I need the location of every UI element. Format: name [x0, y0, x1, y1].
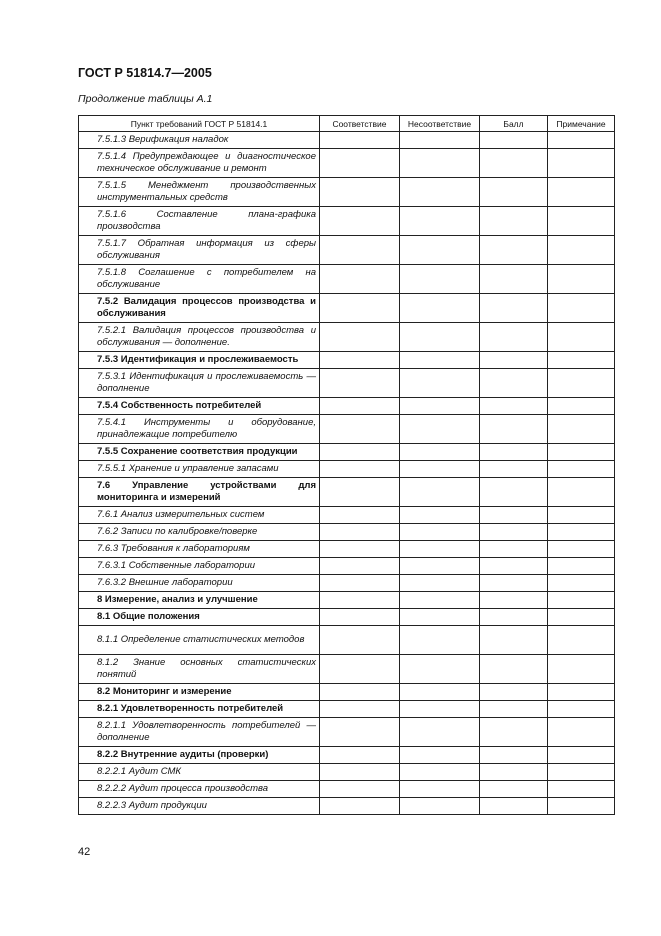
- nonconformity-cell: [400, 352, 480, 369]
- nonconformity-cell: [400, 478, 480, 507]
- conformity-cell: [320, 524, 400, 541]
- note-cell: [548, 655, 615, 684]
- note-cell: [548, 236, 615, 265]
- nonconformity-cell: [400, 747, 480, 764]
- nonconformity-cell: [400, 265, 480, 294]
- conformity-cell: [320, 415, 400, 444]
- column-header-clause: Пункт требований ГОСТ Р 51814.1: [79, 116, 320, 132]
- note-cell: [548, 265, 615, 294]
- nonconformity-cell: [400, 236, 480, 265]
- conformity-cell: [320, 132, 400, 149]
- score-cell: [480, 524, 548, 541]
- score-cell: [480, 444, 548, 461]
- table-row: [79, 575, 615, 592]
- conformity-cell: [320, 478, 400, 507]
- clause-cell: 7.5.4 Собственность потребителей: [79, 398, 320, 415]
- page-number: 42: [78, 846, 91, 858]
- table-row: [79, 352, 615, 369]
- clause-cell: 7.5.1.5 Менеджмент производственных инструментальных средств: [79, 178, 320, 207]
- note-cell: [548, 369, 615, 398]
- nonconformity-cell: [400, 609, 480, 626]
- nonconformity-cell: [400, 149, 480, 178]
- score-cell: [480, 626, 548, 655]
- score-cell: [480, 541, 548, 558]
- clause-cell: 7.5.5.1 Хранение и управление запасами: [79, 461, 320, 478]
- conformity-cell: [320, 236, 400, 265]
- score-cell: [480, 398, 548, 415]
- table-row: [79, 369, 615, 398]
- clause-cell: 7.6.3.1 Собственные лаборатории: [79, 558, 320, 575]
- score-cell: [480, 609, 548, 626]
- clause-cell: 8.2.2.2 Аудит процесса производства: [79, 781, 320, 798]
- nonconformity-cell: [400, 398, 480, 415]
- nonconformity-cell: [400, 718, 480, 747]
- clause-cell: 7.6 Управление устройствами для мониторинга и измерений: [79, 478, 320, 507]
- document-code: ГОСТ Р 51814.7—2005: [78, 66, 212, 80]
- table-caption: Продолжение таблицы А.1: [78, 93, 213, 105]
- conformity-cell: [320, 701, 400, 718]
- nonconformity-cell: [400, 575, 480, 592]
- nonconformity-cell: [400, 294, 480, 323]
- score-cell: [480, 132, 548, 149]
- table-row: [79, 747, 615, 764]
- score-cell: [480, 478, 548, 507]
- note-cell: [548, 718, 615, 747]
- clause-cell: 7.5.1.7 Обратная информация из сферы обслуживания: [79, 236, 320, 265]
- clause-cell: 7.5.1.3 Верификация наладок: [79, 132, 320, 149]
- note-cell: [548, 323, 615, 352]
- table-row: [79, 541, 615, 558]
- score-cell: [480, 781, 548, 798]
- score-cell: [480, 718, 548, 747]
- table-row: [79, 398, 615, 415]
- score-cell: [480, 798, 548, 815]
- score-cell: [480, 265, 548, 294]
- conformity-cell: [320, 655, 400, 684]
- note-cell: [548, 444, 615, 461]
- clause-cell: 7.5.5 Сохранение соответствия продукции: [79, 444, 320, 461]
- score-cell: [480, 178, 548, 207]
- note-cell: [548, 541, 615, 558]
- table-row: [79, 524, 615, 541]
- nonconformity-cell: [400, 507, 480, 524]
- score-cell: [480, 207, 548, 236]
- table-row: [79, 236, 615, 265]
- table-row: [79, 718, 615, 747]
- clause-cell: 7.5.4.1 Инструменты и оборудование, принадлежащие потребителю: [79, 415, 320, 444]
- score-cell: [480, 369, 548, 398]
- clause-cell: 7.6.2 Записи по калибровке/поверке: [79, 524, 320, 541]
- note-cell: [548, 701, 615, 718]
- column-header-conformity: Соответствие: [320, 116, 400, 132]
- clause-cell: 8.1.2 Знание основных статистических понятий: [79, 655, 320, 684]
- note-cell: [548, 507, 615, 524]
- score-cell: [480, 236, 548, 265]
- column-header-nonconformity: Несоответствие: [400, 116, 480, 132]
- clause-cell: 8.2.2 Внутренние аудиты (проверки): [79, 747, 320, 764]
- clause-cell: 8.2.1.1 Удовлетворенность потребителей — дополнение: [79, 718, 320, 747]
- table-row: [79, 609, 615, 626]
- column-header-score: Балл: [480, 116, 548, 132]
- table-row: [79, 265, 615, 294]
- nonconformity-cell: [400, 444, 480, 461]
- nonconformity-cell: [400, 524, 480, 541]
- table-row: [79, 149, 615, 178]
- clause-cell: 8.1.1 Определение статистических методов: [79, 626, 320, 655]
- nonconformity-cell: [400, 781, 480, 798]
- nonconformity-cell: [400, 626, 480, 655]
- clause-cell: 7.5.2.1 Валидация процессов производства и обслуживания — дополнение.: [79, 323, 320, 352]
- score-cell: [480, 655, 548, 684]
- conformity-cell: [320, 558, 400, 575]
- note-cell: [548, 609, 615, 626]
- conformity-cell: [320, 575, 400, 592]
- note-cell: [548, 592, 615, 609]
- clause-cell: 8 Измерение, анализ и улучшение: [79, 592, 320, 609]
- conformity-cell: [320, 592, 400, 609]
- conformity-cell: [320, 626, 400, 655]
- nonconformity-cell: [400, 207, 480, 236]
- score-cell: [480, 575, 548, 592]
- conformity-cell: [320, 781, 400, 798]
- nonconformity-cell: [400, 461, 480, 478]
- note-cell: [548, 747, 615, 764]
- note-cell: [548, 415, 615, 444]
- score-cell: [480, 684, 548, 701]
- conformity-cell: [320, 718, 400, 747]
- conformity-cell: [320, 798, 400, 815]
- conformity-cell: [320, 541, 400, 558]
- clause-cell: 8.2 Мониторинг и измерение: [79, 684, 320, 701]
- note-cell: [548, 781, 615, 798]
- nonconformity-cell: [400, 323, 480, 352]
- nonconformity-cell: [400, 655, 480, 684]
- conformity-cell: [320, 265, 400, 294]
- score-cell: [480, 323, 548, 352]
- note-cell: [548, 558, 615, 575]
- note-cell: [548, 149, 615, 178]
- score-cell: [480, 764, 548, 781]
- score-cell: [480, 701, 548, 718]
- nonconformity-cell: [400, 558, 480, 575]
- table-row: [79, 592, 615, 609]
- note-cell: [548, 524, 615, 541]
- clause-cell: 7.5.3.1 Идентификация и прослеживаемость — дополнение: [79, 369, 320, 398]
- score-cell: [480, 592, 548, 609]
- table-row: [79, 781, 615, 798]
- nonconformity-cell: [400, 178, 480, 207]
- nonconformity-cell: [400, 764, 480, 781]
- table-header-row: [79, 116, 615, 132]
- score-cell: [480, 747, 548, 764]
- requirements-table: [78, 115, 615, 815]
- table-row: [79, 444, 615, 461]
- score-cell: [480, 294, 548, 323]
- note-cell: [548, 461, 615, 478]
- conformity-cell: [320, 294, 400, 323]
- table-row: [79, 461, 615, 478]
- clause-cell: 7.5.1.6 Составление плана-графика производства: [79, 207, 320, 236]
- table-row: [79, 626, 615, 655]
- nonconformity-cell: [400, 798, 480, 815]
- nonconformity-cell: [400, 415, 480, 444]
- note-cell: [548, 684, 615, 701]
- note-cell: [548, 478, 615, 507]
- table-row: [79, 323, 615, 352]
- table-row: [79, 132, 615, 149]
- table-row: [79, 415, 615, 444]
- score-cell: [480, 415, 548, 444]
- clause-cell: 8.2.2.3 Аудит продукции: [79, 798, 320, 815]
- note-cell: [548, 294, 615, 323]
- note-cell: [548, 575, 615, 592]
- clause-cell: 7.6.1 Анализ измерительных систем: [79, 507, 320, 524]
- table-row: [79, 684, 615, 701]
- conformity-cell: [320, 149, 400, 178]
- clause-cell: 7.5.1.4 Предупреждающее и диагностическое техническое обслуживание и ремонт: [79, 149, 320, 178]
- conformity-cell: [320, 178, 400, 207]
- conformity-cell: [320, 398, 400, 415]
- note-cell: [548, 626, 615, 655]
- table-row: [79, 507, 615, 524]
- clause-cell: 8.2.1 Удовлетворенность потребителей: [79, 701, 320, 718]
- note-cell: [548, 764, 615, 781]
- table-row: [79, 701, 615, 718]
- conformity-cell: [320, 444, 400, 461]
- conformity-cell: [320, 507, 400, 524]
- clause-cell: 7.6.3.2 Внешние лаборатории: [79, 575, 320, 592]
- clause-cell: 7.5.1.8 Соглашение с потребителем на обслуживание: [79, 265, 320, 294]
- note-cell: [548, 178, 615, 207]
- clause-cell: 8.2.2.1 Аудит СМК: [79, 764, 320, 781]
- nonconformity-cell: [400, 592, 480, 609]
- nonconformity-cell: [400, 701, 480, 718]
- nonconformity-cell: [400, 369, 480, 398]
- clause-cell: 7.5.2 Валидация процессов производства и обслуживания: [79, 294, 320, 323]
- nonconformity-cell: [400, 684, 480, 701]
- conformity-cell: [320, 684, 400, 701]
- table-row: [79, 207, 615, 236]
- table-row: [79, 764, 615, 781]
- conformity-cell: [320, 747, 400, 764]
- score-cell: [480, 507, 548, 524]
- table-row: [79, 294, 615, 323]
- score-cell: [480, 461, 548, 478]
- score-cell: [480, 352, 548, 369]
- nonconformity-cell: [400, 132, 480, 149]
- note-cell: [548, 352, 615, 369]
- conformity-cell: [320, 207, 400, 236]
- table-row: [79, 478, 615, 507]
- note-cell: [548, 798, 615, 815]
- column-header-note: Примечание: [548, 116, 615, 132]
- table-row: [79, 558, 615, 575]
- table-row: [79, 178, 615, 207]
- table-row: [79, 655, 615, 684]
- note-cell: [548, 132, 615, 149]
- score-cell: [480, 149, 548, 178]
- conformity-cell: [320, 764, 400, 781]
- clause-cell: 7.6.3 Требования к лабораториям: [79, 541, 320, 558]
- conformity-cell: [320, 323, 400, 352]
- note-cell: [548, 207, 615, 236]
- clause-cell: 7.5.3 Идентификация и прослеживаемость: [79, 352, 320, 369]
- conformity-cell: [320, 369, 400, 398]
- clause-cell: 8.1 Общие положения: [79, 609, 320, 626]
- table-row: [79, 798, 615, 815]
- conformity-cell: [320, 352, 400, 369]
- score-cell: [480, 558, 548, 575]
- conformity-cell: [320, 609, 400, 626]
- note-cell: [548, 398, 615, 415]
- conformity-cell: [320, 461, 400, 478]
- nonconformity-cell: [400, 541, 480, 558]
